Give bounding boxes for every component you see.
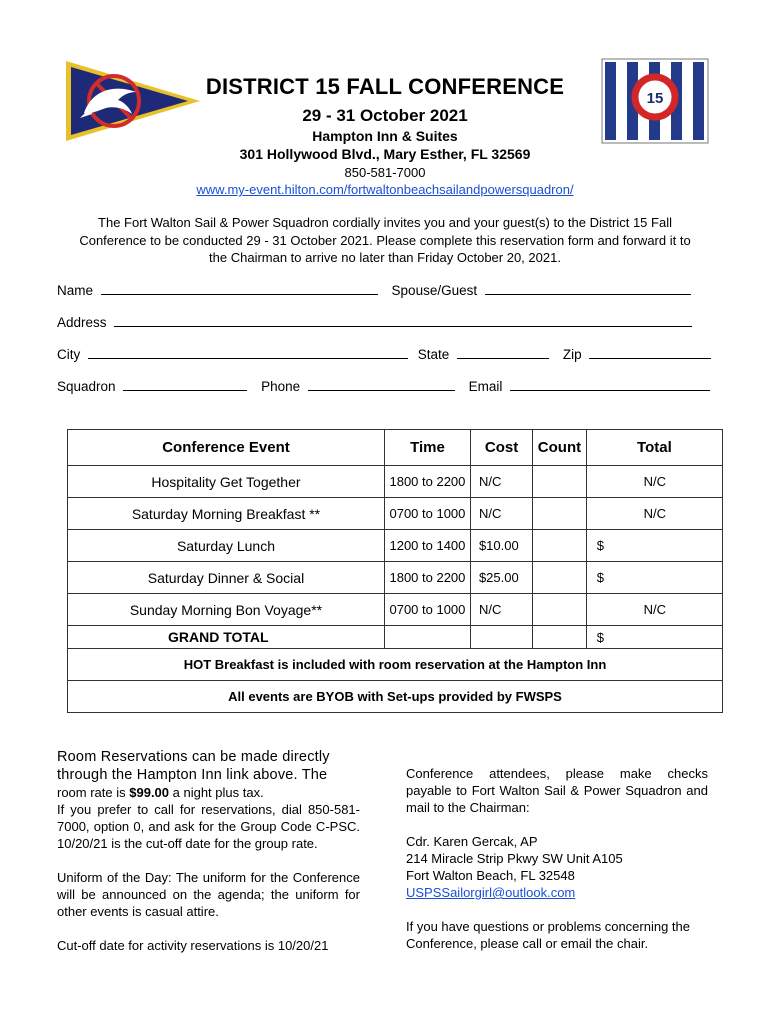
breakfast-note: HOT Breakfast is included with room reservation at the Hampton Inn (68, 649, 723, 681)
grand-total-cost-cell (470, 626, 532, 649)
invitation-line: the Chairman to arrive no later than Friday October 20, 2021. (209, 250, 561, 265)
cutoff-text: Cut-off date for activity reservations is 10/20/21 (57, 938, 329, 953)
squadron-field[interactable] (123, 379, 247, 391)
grand-total-label: GRAND TOTAL (68, 626, 385, 649)
city-field[interactable] (88, 347, 408, 359)
header-total: Total (586, 430, 722, 466)
name-row (57, 283, 717, 298)
header-time: Time (384, 430, 470, 466)
count-cell[interactable] (533, 594, 587, 626)
invitation-line: The Fort Walton Sail & Power Squadron cordially invites you and your guest(s) to the District 15 Fall (98, 215, 672, 230)
event-cell: Saturday Morning Breakfast ** (68, 498, 385, 530)
time-cell: 0700 to 1000 (384, 498, 470, 530)
zip-label: Zip (562, 347, 582, 362)
address-row (57, 315, 717, 330)
table-row (68, 466, 723, 498)
grand-total-value[interactable]: $ (586, 626, 722, 649)
event-cell: Hospitality Get Together (68, 466, 385, 498)
reservation-line: Room Reservations can be made directly (57, 749, 330, 765)
email-field[interactable] (510, 379, 710, 391)
hotel-address: 301 Hollywood Blvd., Mary Esther, FL 32569 (239, 146, 531, 162)
total-cell: N/C (586, 594, 722, 626)
payment-info (406, 765, 708, 952)
cost-cell: $25.00 (470, 562, 532, 594)
cost-cell: N/C (470, 466, 532, 498)
invitation-line: Conference to be conducted 29 - 31 October 2021. Please complete this reservation form and forward it to (79, 232, 691, 248)
chair-address-line: 214 Miracle Strip Pkwy SW Unit A105 (406, 851, 623, 866)
header-count: Count (533, 430, 587, 466)
address-label: Address (57, 315, 107, 330)
byob-note: All events are BYOB with Set-ups provided by FWSPS (68, 681, 723, 713)
hotel-reservation-link[interactable]: www.my-event.hilton.com/fortwaltonbeachsailandpowersquadron/ (196, 182, 574, 197)
phone-field[interactable] (308, 379, 455, 391)
total-cell: N/C (586, 498, 722, 530)
time-cell: 1800 to 2200 (384, 562, 470, 594)
hotel-name: Hampton Inn & Suites (312, 128, 458, 144)
cost-cell: N/C (470, 594, 532, 626)
total-cell[interactable]: $ (586, 562, 722, 594)
count-cell[interactable] (533, 562, 587, 594)
table-row (68, 530, 723, 562)
count-cell[interactable] (533, 530, 587, 562)
squadron-label: Squadron (57, 379, 116, 394)
header-cost: Cost (470, 430, 532, 466)
events-table (67, 429, 723, 713)
flag-15-text: 15 (646, 90, 664, 107)
time-cell: 1200 to 1400 (384, 530, 470, 562)
time-cell: 1800 to 2200 (384, 466, 470, 498)
email-label: Email (468, 379, 503, 394)
time-cell: 0700 to 1000 (384, 594, 470, 626)
cost-cell: N/C (470, 498, 532, 530)
table-row (68, 498, 723, 530)
phone-label: Phone (261, 379, 301, 394)
chair-address-line: Fort Walton Beach, FL 32548 (406, 868, 575, 883)
phone-reservation-text: If you prefer to call for reservations, dial 850-581-7000, option 0, and ask for the Group Code C-PSC. 10/20/21 is the cut-off date for the group rate. (57, 802, 360, 851)
name-field[interactable] (101, 283, 378, 295)
city-label: City (57, 347, 81, 362)
room-rate-value: $99.00 (129, 785, 170, 800)
grand-total-count-cell (533, 626, 587, 649)
table-row (68, 562, 723, 594)
reservation-line: through the Hampton Inn link above. The (57, 767, 328, 783)
count-cell[interactable] (533, 498, 587, 530)
conference-dates: 29 - 31 October 2021 (302, 106, 468, 125)
city-row (57, 347, 717, 362)
note-row (68, 649, 723, 681)
page-title: DISTRICT 15 FALL CONFERENCE (205, 74, 565, 99)
cost-cell: $10.00 (470, 530, 532, 562)
event-cell: Saturday Dinner & Social (68, 562, 385, 594)
table-header-row (68, 430, 723, 466)
name-label: Name (57, 283, 94, 298)
total-cell: N/C (586, 466, 722, 498)
spouse-label: Spouse/Guest (391, 283, 478, 298)
contact-row (57, 379, 717, 394)
room-rate-text (57, 784, 360, 801)
checks-text: Conference attendees, please make checks payable to Fort Walton Sail & Power Squadron and mail to the Chairman: (406, 766, 708, 815)
spouse-field[interactable] (485, 283, 691, 295)
zip-field[interactable] (589, 347, 711, 359)
room-rate-prefix: room rate is (57, 785, 130, 800)
chair-name: Cdr. Karen Gercak, AP (406, 834, 538, 849)
hotel-phone: 850-581-7000 (344, 165, 426, 180)
state-field[interactable] (457, 347, 549, 359)
chair-email-link[interactable]: USPSSailorgirl@outlook.com (406, 885, 576, 900)
address-field[interactable] (114, 315, 692, 327)
invitation-text (52, 214, 718, 267)
total-cell[interactable]: $ (586, 530, 722, 562)
state-label: State (417, 347, 450, 362)
uniform-text: Uniform of the Day: The uniform for the Conference will be announced on the agenda; the uniform for other events is casual attire. (57, 870, 360, 919)
table-row (68, 594, 723, 626)
grand-total-time-cell (384, 626, 470, 649)
note-row (68, 681, 723, 713)
reservation-info (57, 748, 360, 954)
count-cell[interactable] (533, 466, 587, 498)
event-cell: Saturday Lunch (68, 530, 385, 562)
room-rate-suffix: a night plus tax. (169, 785, 264, 800)
questions-text: If you have questions or problems concerning the Conference, please call or email the chair. (406, 919, 691, 951)
event-cell: Sunday Morning Bon Voyage** (68, 594, 385, 626)
header-event: Conference Event (68, 430, 385, 466)
grand-total-row (68, 626, 723, 649)
